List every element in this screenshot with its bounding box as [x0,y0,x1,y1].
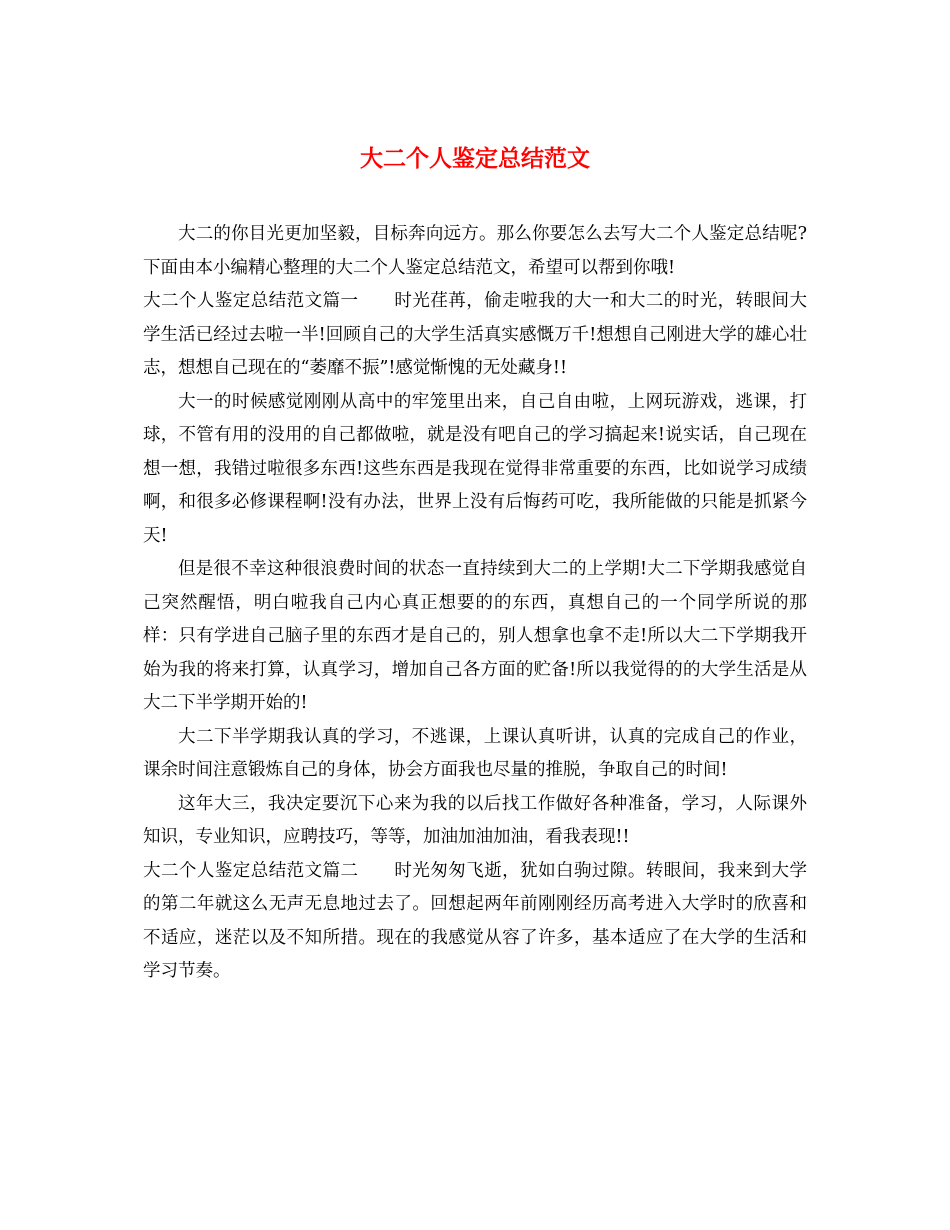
document-title: 大二个人鉴定总结范文 [360,145,590,172]
paragraph-awakening: 但是很不幸这种很浪费时间的状态一直持续到大二的上学期!大二下学期我感觉自己突然醒悟，明白啦我自己内心真正想要的的东西，真想自己的一个同学所说的那样：只有学进自己脑子里的东西才是自己的，别人想拿也拿不走!所以大二下学期我开始为我的将来打算，认真学习，增加自己各方面的贮备!所以我觉得的的大学生活是从大二下半学期开始的! [143,559,807,713]
paragraph-intro: 大二的你目光更加坚毅，目标奔向远方。那么你要怎么去写大二个人鉴定总结呢?下面由本小编精心整理的大二个人鉴定总结范文，希望可以帮到你哦! [143,224,807,278]
paragraph-second-half: 大二下半学期我认真的学习，不逃课，上课认真听讲，认真的完成自己的作业，课余时间注意锻炼自己的身体，协会方面我也尽量的推脱，争取自己的时间! [143,726,807,780]
paragraph-freshman-year: 大一的时候感觉刚刚从高中的牢笼里出来，自己自由啦，上网玩游戏，逃课，打球，不管有用的没用的自己都做啦，就是没有吧自己的学习搞起来!说实话，自己现在想一想，我错过啦很多东西!这些东西是我现在觉得非常重要的东西，比如说学习成绩啊，和很多必修课程啊!没有办法，世界上没有后悔药可吃，我所能做的只能是抓紧今天! [143,391,807,546]
document-body [143,218,807,989]
paragraph-junior-plan: 这年大三，我决定要沉下心来为我的以后找工作做好各种准备，学习，人际课外知识，专业知识，应聘技巧，等等，加油加油加油，看我表现!! [143,793,807,847]
paragraph-section-one-start: 大二个人鉴定总结范文篇一 时光荏苒，偷走啦我的大一和大二的时光，转眼间大学生活已经过去啦一半!回顾自己的大学生活真实感慨万千!想想自己刚进大学的雄心壮志，想想自己现在的“萎靡不振”!感觉惭愧的无处藏身!! [143,291,807,378]
paragraph-section-two-start: 大二个人鉴定总结范文篇二 时光匆匆飞逝，犹如白驹过隙。转眼间，我来到大学的第二年就这么无声无息地过去了。回想起两年前刚刚经历高考进入大学时的欣喜和不适应，迷茫以及不知所措。现在的我感觉从容了许多，基本适应了在大学的生活和学习节奏。 [143,860,807,981]
